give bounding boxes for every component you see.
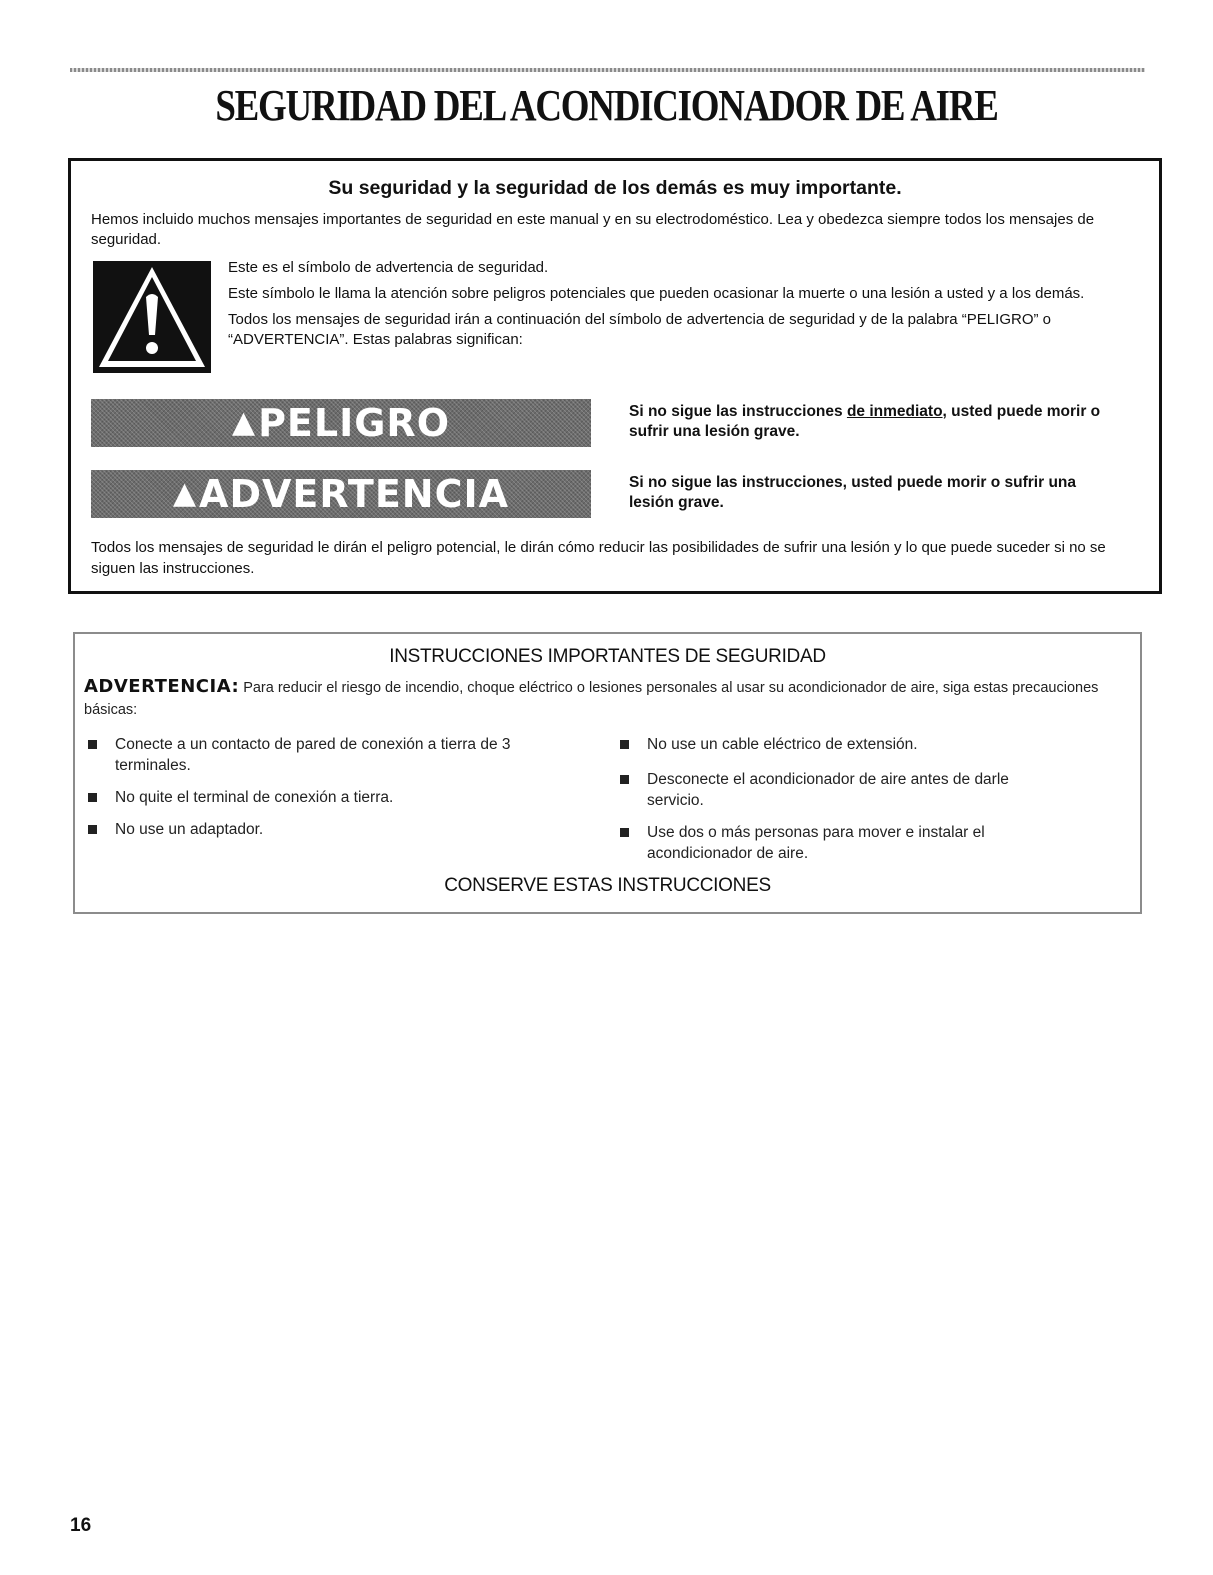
list-item-text: Use dos o más personas para mover e instalar el acondicionador de aire. — [647, 824, 985, 862]
peligro-desc-text-end: , usted puede morir o sufrir una lesión grave. — [629, 403, 1101, 440]
advertencia-description — [629, 473, 1119, 513]
peligro-description — [629, 402, 1119, 442]
instructions-heading: INSTRUCCIONES IMPORTANTES DE SEGURIDAD — [389, 646, 826, 667]
list-item — [75, 819, 575, 840]
peligro-desc-text: Si no sigue las instrucciones — [629, 403, 847, 420]
peligro-label: PELIGRO — [258, 401, 450, 445]
left-precautions-list — [75, 734, 575, 840]
bullet-square-icon — [620, 775, 629, 784]
bullet-square-icon — [88, 740, 97, 749]
list-item-text: No quite el terminal de conexión a tierra. — [115, 789, 394, 806]
list-item — [607, 734, 1047, 755]
list-item — [607, 769, 1047, 811]
list-item — [75, 734, 575, 776]
list-item — [75, 787, 575, 808]
symbol-line: Todos los mensajes de seguridad irán a continuación del símbolo de advertencia de seguridad y de la palabra “PELIGRO” o “ADVERTENCIA”. Estas palabras significan: — [228, 311, 1051, 348]
bullet-square-icon — [620, 740, 629, 749]
symbol-line: Este símbolo le llama la atención sobre peligros potenciales que pueden ocasionar la muerte o una lesión a usted y a los demás. — [228, 285, 1085, 302]
safety-message-box — [68, 158, 1162, 594]
warning-lead: ADVERTENCIA: — [84, 676, 240, 697]
peligro-banner — [91, 399, 591, 447]
alert-triangle-icon: ▲ — [172, 475, 198, 511]
instructions-warning — [84, 676, 1134, 721]
page-number: 16 — [70, 1515, 92, 1536]
safety-alert-icon — [93, 261, 211, 373]
list-item-text: No use un adaptador. — [115, 821, 264, 838]
right-precautions-list — [607, 734, 1047, 864]
list-item — [607, 822, 1047, 864]
peligro-desc-emphasis: de inmediato — [846, 403, 943, 420]
list-item-text: Conecte a un contacto de pared de conexión a tierra de 3 terminales. — [115, 736, 511, 774]
symbol-line: Este es el símbolo de advertencia de seguridad. — [228, 259, 549, 276]
top-rule — [70, 68, 1145, 72]
list-item-text: Desconecte el acondicionador de aire antes de darle servicio. — [647, 771, 1009, 809]
alert-triangle-icon: ▲ — [232, 404, 257, 440]
bullet-square-icon — [620, 828, 629, 837]
instructions-footer: CONSERVE ESTAS INSTRUCCIONES — [444, 875, 771, 896]
safety-intro: Hemos incluido muchos mensajes importantes de seguridad en este manual y en su electrodoméstico. Lea y obedezca siempre todos los mensajes de seguridad. — [91, 211, 1095, 248]
list-item-text: No use un cable eléctrico de extensión. — [647, 736, 918, 753]
safety-footer: Todos los mensajes de seguridad le dirán el peligro potencial, le dirán cómo reducir las posibilidades de sufrir una lesión y lo que puede suceder si no se siguen las instrucciones. — [91, 539, 1106, 577]
warning-text: Para reducir el riesgo de incendio, choque eléctrico o lesiones personales al usar su acondicionador de aire, siga estas precauciones básicas: — [84, 680, 1099, 718]
bullet-square-icon — [88, 825, 97, 834]
advertencia-label: ADVERTENCIA — [199, 472, 510, 516]
safety-instructions-box — [73, 632, 1142, 914]
advertencia-desc-text: Si no sigue las instrucciones, usted puede morir o sufrir una lesión grave. — [629, 474, 1077, 511]
symbol-explanation — [228, 258, 1108, 356]
bullet-square-icon — [88, 793, 97, 802]
advertencia-banner — [91, 470, 591, 518]
safety-heading: Su seguridad y la seguridad de los demás es muy importante. — [328, 177, 902, 199]
page-title: SEGURIDAD DEL ACONDICIONADOR DE AIRE — [215, 81, 998, 130]
